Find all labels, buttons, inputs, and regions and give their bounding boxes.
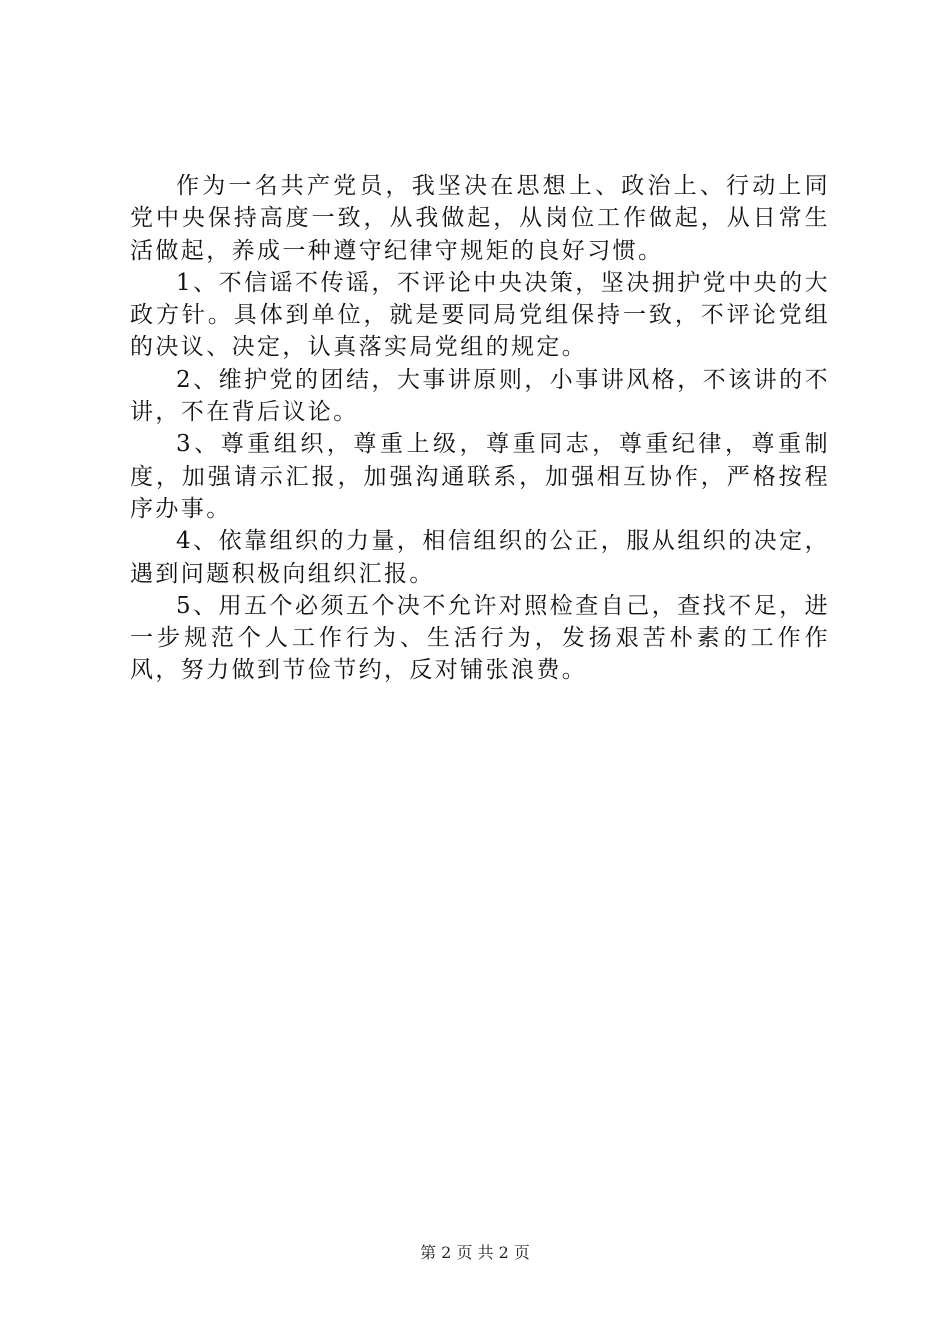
document-body (130, 170, 830, 687)
paragraph-item-4: 4、依靠组织的力量，相信组织的公正，服从组织的决定，遇到问题积极向组织汇报。 (130, 528, 830, 587)
page-number-label: 第 2 页 共 2 页 (420, 1243, 530, 1262)
paragraph-item-3: 3、尊重组织，尊重上级，尊重同志，尊重纪律，尊重制度，加强请示汇报，加强沟通联系，加强相互协作，严格按程序办事。 (130, 431, 830, 522)
paragraph-item-5: 5、用五个必须五个决不允许对照检查自己，查找不足，进一步规范个人工作行为、生活行为，发扬艰苦朴素的工作作风，努力做到节俭节约，反对铺张浪费。 (130, 592, 830, 684)
paragraph-item-2: 2、维护党的团结，大事讲原则，小事讲风格，不该讲的不讲，不在背后议论。 (130, 366, 830, 426)
paragraph-intro: 作为一名共产党员，我坚决在思想上、政治上、行动上同党中央保持高度一致，从我做起，从岗位工作做起，从日常生活做起，养成一种遵守纪律守规矩的良好习惯。 (130, 173, 830, 264)
page-footer (0, 1240, 950, 1263)
paragraph-item-1: 1、不信谣不传谣，不评论中央决策，坚决拥护党中央的大政方针。具体到单位，就是要同局党组保持一致，不评论党组的决议、决定，认真落实局党组的规定。 (130, 269, 830, 361)
